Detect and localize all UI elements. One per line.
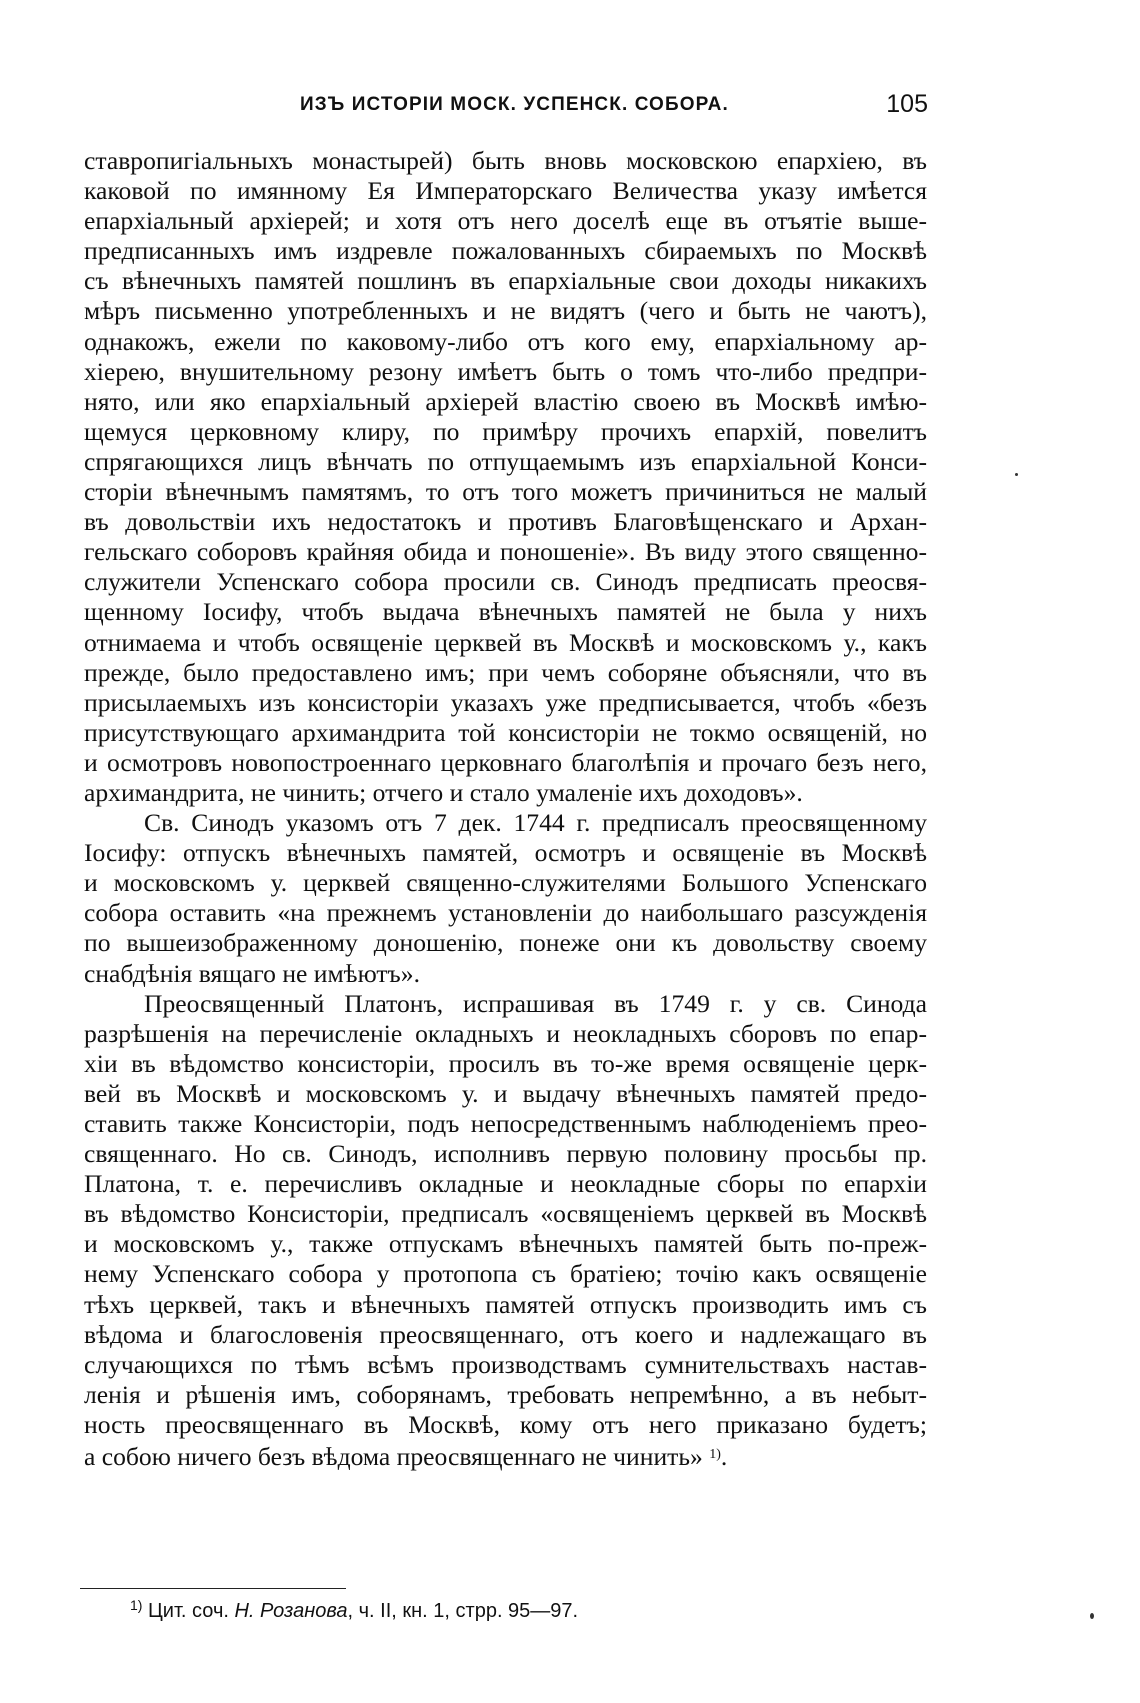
text-line: случающихся по тѣмъ всѣмъ производствамъ сумнительствахъ настав- <box>84 1349 927 1379</box>
text-line: и московскомъ у. церквей священно-служителями Большого Успенскаго <box>84 868 927 898</box>
text-line: присутствующаго архимандрита той консисторіи не токмо освященій, но <box>84 717 927 747</box>
text-line: епархіальный архіерей; и хотя отъ него доселѣ еще въ отъятіе выше- <box>84 206 927 236</box>
text-line: по вышеизображенному доношенію, понеже они къ довольству своему <box>84 928 927 958</box>
text-line: собора оставить «на прежнемъ установленіи до наибольшаго разсужденія <box>84 898 927 928</box>
main-text <box>84 146 927 1470</box>
text-line: гельскаго соборовъ крайняя обида и поношеніе». Въ виду этого священно- <box>84 537 927 567</box>
text-line: щенному Іосифу, чтобъ выдача вѣнечныхъ памятей не была у нихъ <box>84 597 927 627</box>
text-line: сторіи вѣнечнымъ памятямъ, то отъ того можетъ причиниться не малый <box>84 477 927 507</box>
text-line: Платона, т. е. перечисливъ окладные и неокладные сборы по епархіи <box>84 1169 927 1199</box>
text-line: разрѣшенія на перечисленіе окладныхъ и неокладныхъ сборовъ по епар- <box>84 1018 927 1048</box>
text-line: съ вѣнечныхъ памятей пошлинъ въ епархіальные свои доходы никакихъ <box>84 266 927 296</box>
footnote-rule <box>80 1588 346 1589</box>
text-line: ставропигіальныхъ монастырей) быть вновь московскою епархіею, въ <box>84 146 927 175</box>
text-line: снабдѣнія вящаго не имѣютъ». <box>84 958 420 988</box>
footnote <box>130 1597 578 1623</box>
text-line: спрягающихся лицъ вѣнчать по отпущаемымъ изъ епархіальной Конси- <box>84 446 927 476</box>
running-title: ИЗЪ ИСТОРІИ МОСК. УСПЕНСК. СОБОРА. <box>300 94 729 115</box>
footnote-prefix: Цит. соч. <box>148 1600 235 1622</box>
text-line: мѣръ письменно употребленныхъ и не видятъ (чего и быть не чаютъ), <box>84 296 927 326</box>
text-line: тѣхъ церквей, такъ и вѣнечныхъ памятей отпускъ производить имъ съ <box>84 1289 927 1319</box>
text-line: Св. Синодъ указомъ отъ 7 дек. 1744 г. предписалъ преосвященному <box>144 808 927 838</box>
text-line: а собою ничего безъ вѣдома преосвященнаго не чинить» $^{1)}$. <box>84 1442 728 1472</box>
text-line: прежде, было предоставлено имъ; при чемъ соборяне объясняли, что въ <box>84 657 927 687</box>
text-line: и осмотровъ новопостроеннаго церковнаго благолѣпія и прочаго безъ него, <box>84 747 927 777</box>
text-line: нему Успенскаго собора у протопопа съ братіею; точію какъ освященіе <box>84 1259 927 1289</box>
text-line: хіи въ вѣдомство консисторіи, просилъ въ то-же время освященіе церк- <box>84 1048 927 1078</box>
page-number: 105 <box>886 90 928 118</box>
text-line: ленія и рѣшенія имъ, соборянамъ, требовать непремѣнно, а въ небыт- <box>84 1379 927 1409</box>
text-line: въ довольствіи ихъ недостатокъ и противъ Благовѣщенскаго и Архан- <box>84 507 927 537</box>
text-line: каковой по имянному Ея Императорскаго Величества указу имѣется <box>84 176 927 206</box>
text-line: въ вѣдомство Консисторіи, предписалъ «освященіемъ церквей въ Москвѣ <box>84 1199 927 1229</box>
footnote-suffix: , ч. II, кн. 1, стрр. 95—97. <box>347 1600 579 1622</box>
text-line: Преосвященный Платонъ, испрашивая въ 1749 г. у св. Синода <box>144 988 927 1018</box>
print-speck <box>1090 1613 1094 1619</box>
footnote-marker: 1) <box>130 1597 143 1613</box>
text-line: однакожъ, ежели по каковому-либо отъ кого ему, епархіальному ар- <box>84 326 927 356</box>
text-line: вей въ Москвѣ и московскомъ у. и выдачу вѣнечныхъ памятей предо- <box>84 1078 927 1108</box>
text-line: вѣдома и благословенія преосвященнаго, отъ коего и надлежащаго въ <box>84 1319 927 1349</box>
page-header <box>300 90 928 124</box>
last-line-text: а собою ничего безъ вѣдома преосвященнаго не чинить» <box>84 1442 703 1472</box>
paragraph-2 <box>84 808 927 989</box>
footnote-reference: 1) <box>709 1447 721 1463</box>
text-line: архимандрита, не чинить; отчего и стало умаленіе ихъ доходовъ». <box>84 777 803 807</box>
text-line: присылаемыхъ изъ консисторіи указахъ уже предписывается, чтобъ «безъ <box>84 687 927 717</box>
text-line: ность преосвященнаго въ Москвѣ, кому отъ него приказано будетъ; <box>84 1409 927 1439</box>
paragraph-3 <box>84 989 927 1471</box>
paragraph-1 <box>84 146 927 808</box>
text-line: отнимаема и чтобъ освященіе церквей въ Москвѣ и московскомъ у., какъ <box>84 627 927 657</box>
text-line: и московскомъ у., также отпускамъ вѣнечныхъ памятей быть по-преж- <box>84 1229 927 1259</box>
text-line: предписанныхъ имъ издревле пожалованныхъ сбираемыхъ по Москвѣ <box>84 236 927 266</box>
text-line: щемуся церковному клиру, по примѣру прочихъ епархій, повелитъ <box>84 416 927 446</box>
text-line: священнаго. Но св. Синодъ, исполнивъ первую половину просьбы пр. <box>84 1139 927 1169</box>
text-line: ставить также Консисторіи, подъ непосредственнымъ наблюденіемъ прео- <box>84 1109 927 1138</box>
text-line: Іосифу: отпускъ вѣнечныхъ памятей, осмотръ и освященіе въ Москвѣ <box>84 838 927 868</box>
print-speck <box>1015 473 1018 476</box>
text-line: хіерею, внушительному резону имѣетъ быть о томъ что-либо предпри- <box>84 356 927 386</box>
footnote-author: Н. Розанова <box>234 1600 348 1622</box>
text-line: нято, или яко епархіальный архіерей властію своею въ Москвѣ имѣю- <box>84 386 927 416</box>
text-line: служители Успенскаго собора просили св. Синодъ предписать преосвя- <box>84 567 927 597</box>
